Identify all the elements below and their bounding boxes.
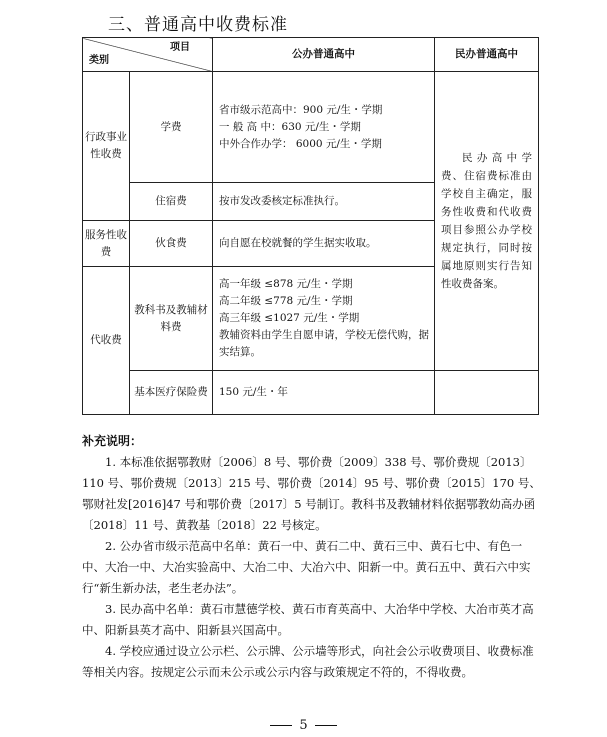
page-number xyxy=(0,718,607,733)
category-collected-fee: 代收费 xyxy=(83,267,130,415)
diagonal-header-cell xyxy=(83,38,213,72)
textbook-line: 高二年级 ≤778 元/生・学期 xyxy=(219,295,353,307)
note-paragraph: 2. 公办省市级示范高中名单：黄石一中、黄石二中、黄石三中、黄石七中、有色一中、大冶一中、大冶实验高中、大冶二中、大冶六中、阳新一中。黄石五中、黄石六中实行“新生新办法，老生老办法”。 xyxy=(82,539,531,595)
note-paragraph: 1. 本标准依据鄂教财〔2006〕8 号、鄂价费〔2009〕338 号、鄂价费规〔2013〕110 号、鄂价费规〔2013〕215 号、鄂价费〔2014〕95 号、鄂价费〔2015〕170 号、鄂财社发[2016]47 号和鄂价费〔2017〕5 号制订。教科书及教辅材料依据鄂教幼高办函〔2018〕11 号、黄教基〔2018〕22 号核定。 xyxy=(82,455,541,532)
textbook-line: 高一年级 ≤878 元/生・学期 xyxy=(219,278,353,290)
item-meals: 伙食费 xyxy=(130,221,213,267)
notes-title: 补充说明： xyxy=(82,434,143,448)
category-service-fee: 服务性收费 xyxy=(83,221,130,267)
item-lodging: 住宿费 xyxy=(130,183,213,221)
header-row xyxy=(83,38,539,72)
tuition-line: 中外合作办学： 6000 元/生・学期 xyxy=(219,137,382,150)
insurance-detail: 150 元/生・年 xyxy=(213,371,435,415)
note-paragraph: 3. 民办高中名单：黄石市慧德学校、黄石市育英高中、大冶华中学校、大冶市英才高中、阳新县英才高中、阳新县兴国高中。 xyxy=(82,602,534,637)
dash-right xyxy=(315,725,337,726)
tuition-detail xyxy=(213,72,435,183)
tuition-line: 省市级示范高中：900 元/生・学期 xyxy=(219,103,383,116)
page-number-value: 5 xyxy=(299,718,308,733)
lodging-detail: 按市发改委核定标准执行。 xyxy=(213,183,435,221)
header-category-label: 类别 xyxy=(89,55,109,66)
header-private: 民办普通高中 xyxy=(435,38,539,72)
supplementary-notes xyxy=(82,431,542,683)
table-row-tuition xyxy=(83,72,539,183)
textbook-line: 高三年级 ≤1027 元/生・学期 xyxy=(219,312,360,324)
empty-cell xyxy=(435,371,539,415)
private-school-note: 民办高中学费、住宿费标准由学校自主确定，服务性收费和代收费项目参照公办学校规定执行，同时按属地原则实行告知性收费备案。 xyxy=(435,72,539,371)
section-heading: 三、普通高中收费标准 xyxy=(108,15,288,35)
textbook-line: 教辅资料由学生自愿申请，学校无偿代购，据实结算。 xyxy=(219,329,429,358)
note-paragraph: 4. 学校应通过设立公示栏、公示牌、公示墙等形式，向社会公示收费项目、收费标准等相关内容。按规定公示而未公示或公示内容与政策规定不符的，不得收费。 xyxy=(82,644,534,679)
fee-table xyxy=(82,37,539,415)
textbooks-detail xyxy=(213,267,435,371)
tuition-line: 一 般 高 中：630 元/生・学期 xyxy=(219,120,361,133)
item-insurance: 基本医疗保险费 xyxy=(130,371,213,415)
item-tuition: 学费 xyxy=(130,72,213,183)
category-admin-fee: 行政事业性收费 xyxy=(83,72,130,221)
item-textbooks: 教科书及教辅材料费 xyxy=(130,267,213,371)
header-public: 公办普通高中 xyxy=(213,38,435,72)
table-row-insurance xyxy=(83,371,539,415)
header-item-label: 项目 xyxy=(170,42,190,53)
meals-detail: 向自愿在校就餐的学生据实收取。 xyxy=(213,221,435,267)
dash-left xyxy=(270,725,292,726)
